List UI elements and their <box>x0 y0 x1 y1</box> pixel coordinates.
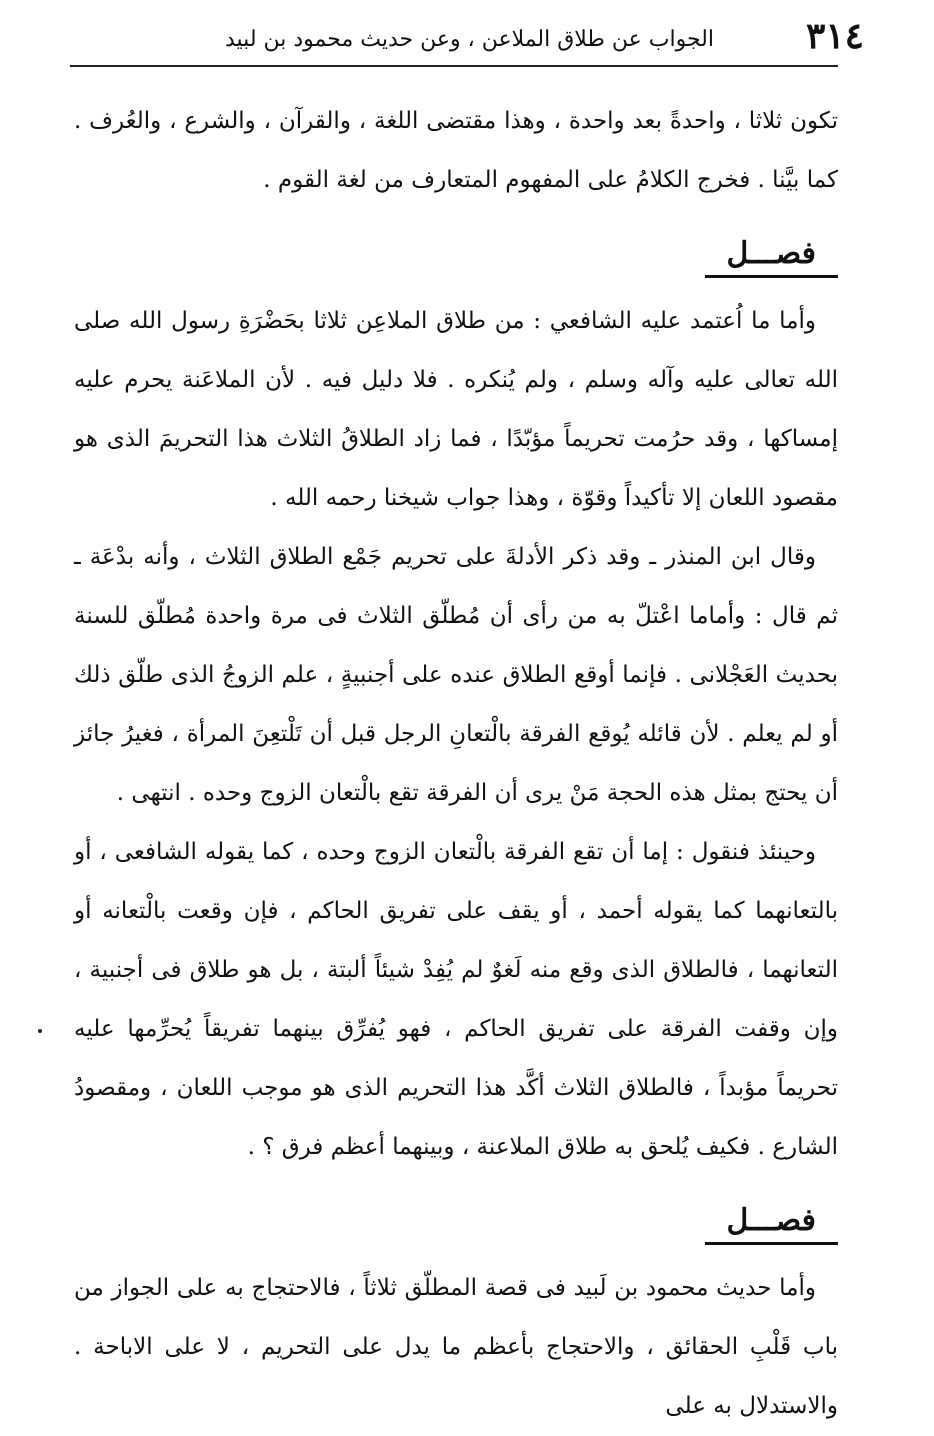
paragraph: وأما حديث محمود بن لَبيد فى قصة المطلّق ثلاثاً ، فالاحتجاج به على الجواز من باب قَلْبِ الحقائق ، والاحتجاج بأعظم ما يدل على التحريم ، لا على الاباحة . والاستدلال به على <box>74 1275 838 1419</box>
section-heading-label: فصـــل <box>705 1200 838 1245</box>
page-number: ٣١٤ <box>805 15 864 57</box>
section-heading <box>74 1193 838 1249</box>
paragraph: تكون ثلاثا ، واحدةً بعد واحدة ، وهذا مقتضى اللغة ، والقرآن ، والشرع ، والعُرف . كما بيَّنا . فخرج الكلامُ على المفهوم المتعارف من لغة القوم . <box>74 108 838 193</box>
paragraph: وقال ابن المنذر ـ وقد ذكر الأدلةَ على تحريم جَمْع الطلاق الثلاث ، وأنه بدْعَة ـ ثم قال : وأماما اعْتلّ به من رأى أن مُطلّق الثلاث فى مرة واحدة مُطلّق للسنة بحديث العَجْلانى . فإنما أوقع الطلاق عنده على أجنبيةٍ ، علم الزوجُ الذى طلّق ذلك أو لم يعلم . لأن قائله يُوقع الفرقة بالْتعانِ الرجل قبل أن تَلْتعِنَ المرأة ، فغيرُ جائز أن يحتج بمثل هذه الحجة مَنْ يرى أن الفرقة تقع بالْتعان الزوج وحده . انتهى . <box>74 544 838 806</box>
section-heading <box>74 226 838 282</box>
header-rule <box>70 65 838 67</box>
paragraph: وحينئذ فنقول : إما أن تقع الفرقة بالْتعان الزوج وحده ، كما يقوله الشافعى ، أو بالتعانهما كما يقوله أحمد ، أو يقف على تفريق الحاكم ، فإن وقعت بالْتعانه أو التعانهما ، فالطلاق الذى وقع منه لَغوٌ لم يُفِدْ شيئاً ألبتة ، بل هو طلاق فى أجنبية ، وإن وقفت الفرقة على تفريق الحاكم ، فهو يُفرِّق بينهما تفريقاً يُحرِّمها عليه تحريماً مؤبداً ، فالطلاق الثلاث أكَّد هذا التحريم الذى هو موجب اللعان ، ومقصودُ الشارع . فكيف يُلحق به طلاق الملاعنة ، وبينهما أعظم فرق ؟ . <box>74 839 838 1160</box>
running-title: الجواب عن طلاق الملاعن ، وعن حديث محمود بن لبيد <box>225 27 714 52</box>
body-text <box>74 92 838 1436</box>
page-header <box>70 15 864 58</box>
margin-dot <box>38 1029 42 1033</box>
section-heading-label: فصـــل <box>705 233 838 278</box>
paragraph: وأما ما اُعتمد عليه الشافعي : من طلاق الملاعِن ثلاثا بحَضْرَةِ رسول الله صلى الله تعالى عليه وآله وسلم ، ولم يُنكره . فلا دليل فيه . لأن الملاعَنة يحرم عليه إمساكها ، وقد حرُمت تحريماً مؤبّدًا ، فما زاد الطلاقُ الثلاث هذا التحريمَ الذى هو مقصود اللعان إلا تأكيداً وقوّة ، وهذا جواب شيخنا رحمه الله . <box>74 308 838 511</box>
